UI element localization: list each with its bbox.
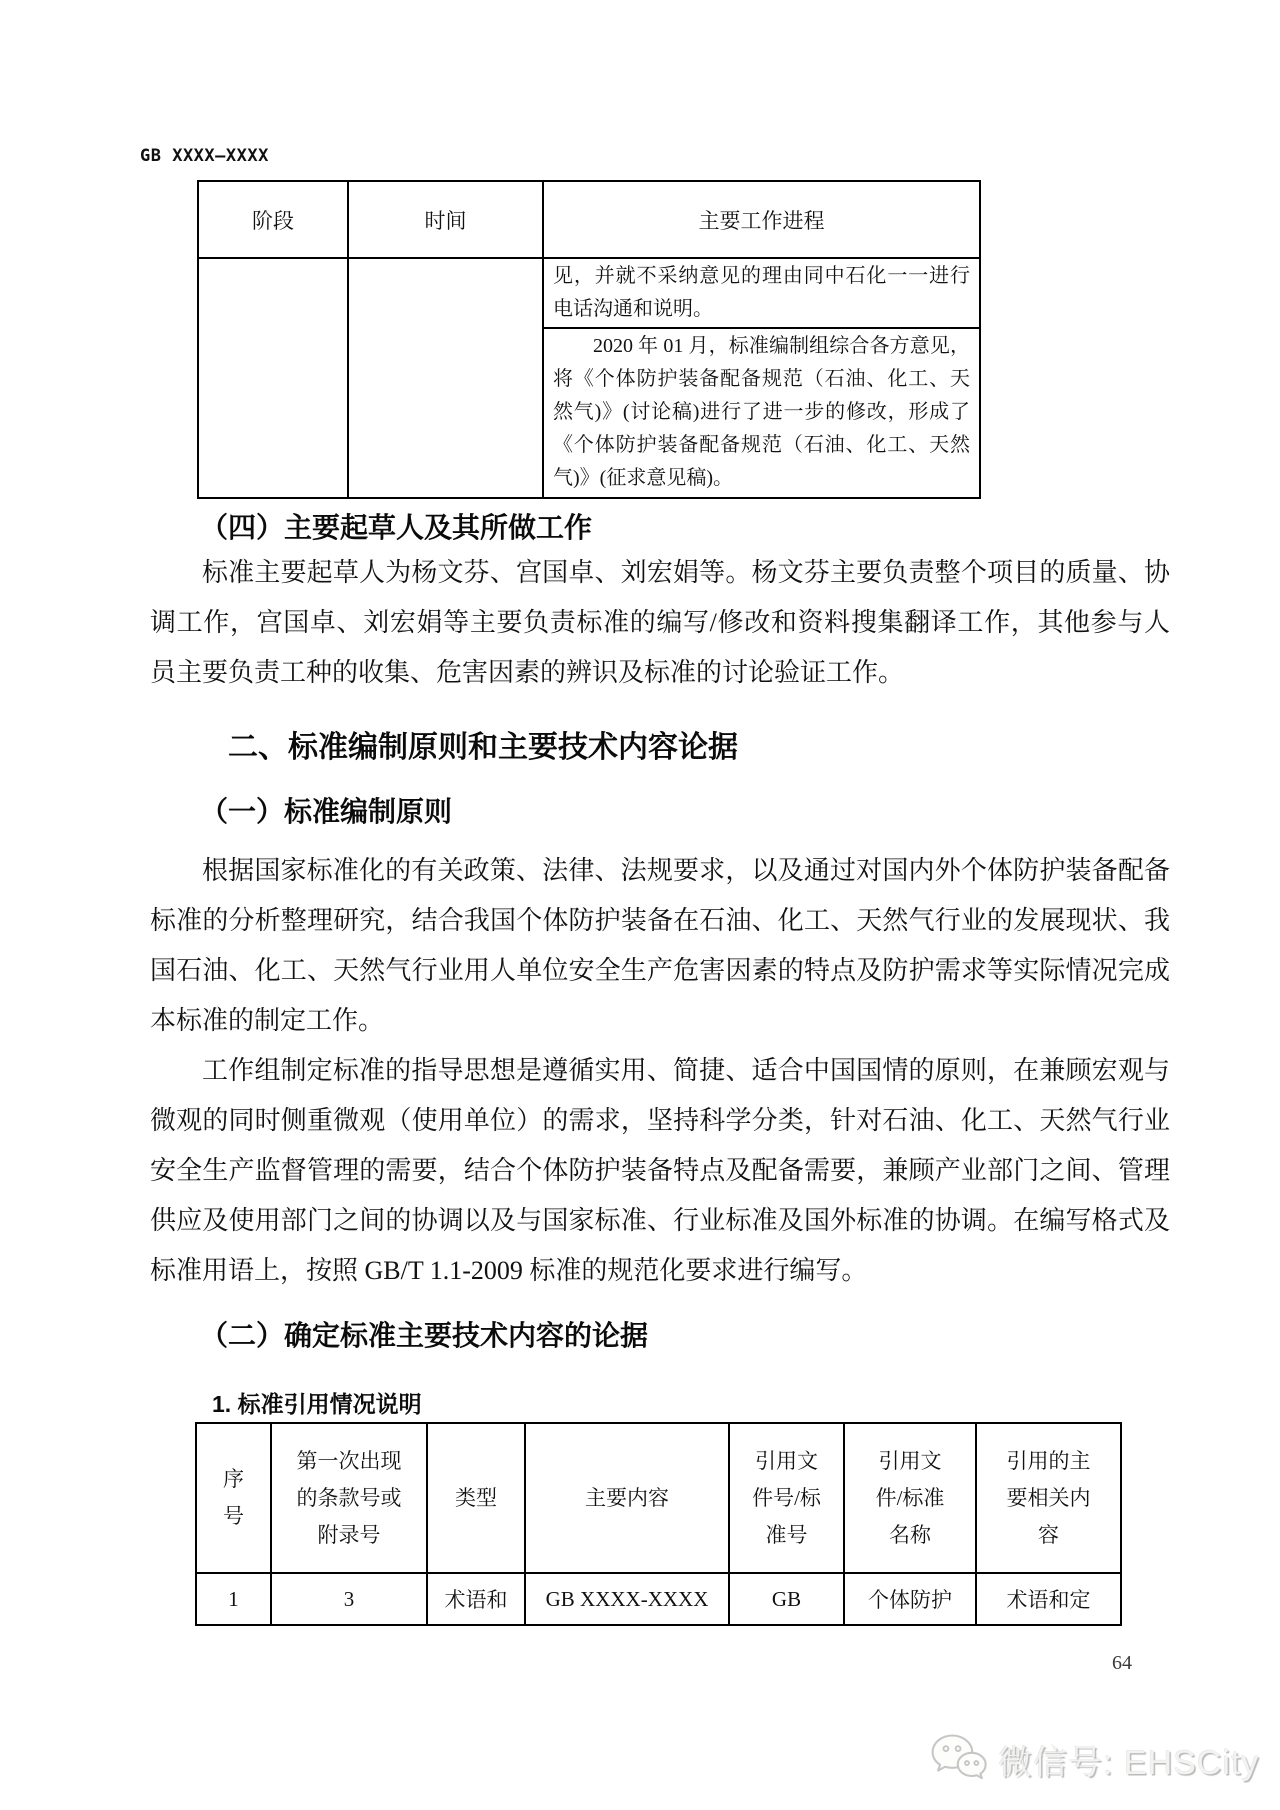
heading-chapter-two: 二、标准编制原则和主要技术内容论据 bbox=[228, 731, 738, 764]
progress-cell-2020 bbox=[543, 328, 980, 498]
watermark-label: 微信号: EHSCity bbox=[998, 1744, 1260, 1782]
subheading-citation-note: 1. 标准引用情况说明 bbox=[212, 1391, 422, 1417]
work-progress-table bbox=[197, 180, 981, 499]
paragraph-principle-1: 根据国家标准化的有关政策、法律、法规要求，以及通过对国内外个体防护装备配备标准的分析整理研究，结合我国个体防护装备在石油、化工、天然气行业的发展现状、我国石油、化工、天然气行业用人单位安全生产危害因素的特点及防护需求等实际情况完成本标准的制定工作。 bbox=[150, 856, 1170, 1035]
col-header-doc-number: 引用文件号/标准号 bbox=[729, 1423, 844, 1573]
cell-main-content: GB XXXX-XXXX bbox=[525, 1573, 729, 1625]
paragraph-principle-2: 工作组制定标准的指导思想是遵循实用、简捷、适合中国国情的原则，在兼顾宏观与微观的同时侧重微观（使用单位）的需求，坚持科学分类，针对石油、化工、天然气行业安全生产监督管理的需要，结合个体防护装备特点及配备需要，兼顾产业部门之间、管理供应及使用部门之间的协调以及与国家标准、行业标准及国外标准的协调。在编写格式及标准用语上，按照 GB/T 1.1-2009 标准的规范化要求进行编写。 bbox=[150, 1056, 1170, 1285]
cell-doc-name: 个体防护 bbox=[844, 1573, 976, 1625]
heading-section-one: （一）标准编制原则 bbox=[200, 796, 453, 827]
heading-section-two: （二）确定标准主要技术内容的论据 bbox=[200, 1320, 649, 1351]
heading-section-four: （四）主要起草人及其所做工作 bbox=[200, 512, 593, 543]
cell-index: 1 bbox=[196, 1573, 271, 1625]
col-header-time: 时间 bbox=[348, 181, 543, 258]
col-header-main-content: 主要内容 bbox=[525, 1423, 729, 1573]
citation-header-row bbox=[196, 1423, 1121, 1573]
citation-row bbox=[196, 1573, 1121, 1625]
stage-cell-empty bbox=[198, 258, 348, 498]
col-header-type: 类型 bbox=[427, 1423, 525, 1573]
cell-first-clause: 3 bbox=[271, 1573, 427, 1625]
citation-table bbox=[195, 1422, 1122, 1626]
col-header-first-clause: 第一次出现的条款号或附录号 bbox=[271, 1423, 427, 1573]
col-header-progress: 主要工作进程 bbox=[543, 181, 980, 258]
table-header-row bbox=[198, 181, 980, 258]
table-row bbox=[198, 258, 980, 328]
page-number: 64 bbox=[1112, 1652, 1132, 1674]
col-header-related-content: 引用的主要相关内容 bbox=[976, 1423, 1121, 1573]
watermark bbox=[930, 1732, 1259, 1787]
paragraph-drafters: 标准主要起草人为杨文芬、宫国卓、刘宏娟等。杨文芬主要负责整个项目的质量、协调工作，宫国卓、刘宏娟等主要负责标准的编写/修改和资料搜集翻译工作，其他参与人员主要负责工种的收集、危害因素的辨识及标准的讨论验证工作。 bbox=[150, 558, 1170, 687]
standard-code-header: GB XXXX—XXXX bbox=[140, 146, 269, 166]
col-header-doc-name: 引用文件/标准名称 bbox=[844, 1423, 976, 1573]
col-header-stage: 阶段 bbox=[198, 181, 348, 258]
wechat-icon bbox=[930, 1732, 988, 1787]
cell-related-content: 术语和定 bbox=[976, 1573, 1121, 1625]
progress-text-continued: 见，并就不采纳意见的理由同中石化一一进行电话沟通和说明。 bbox=[553, 265, 970, 320]
progress-cell-continued bbox=[543, 258, 980, 328]
cell-doc-number: GB bbox=[729, 1573, 844, 1625]
progress-text-2020: 2020 年 01 月，标准编制组综合各方意见，将《个体防护装备配备规范（石油、化工、天然气)》(讨论稿)进行了进一步的修改，形成了《个体防护装备配备规范（石油、化工、天然气)》(征求意见稿)。 bbox=[553, 335, 970, 489]
time-cell-empty bbox=[348, 258, 543, 498]
cell-type: 术语和 bbox=[427, 1573, 525, 1625]
col-header-index: 序号 bbox=[196, 1423, 271, 1573]
